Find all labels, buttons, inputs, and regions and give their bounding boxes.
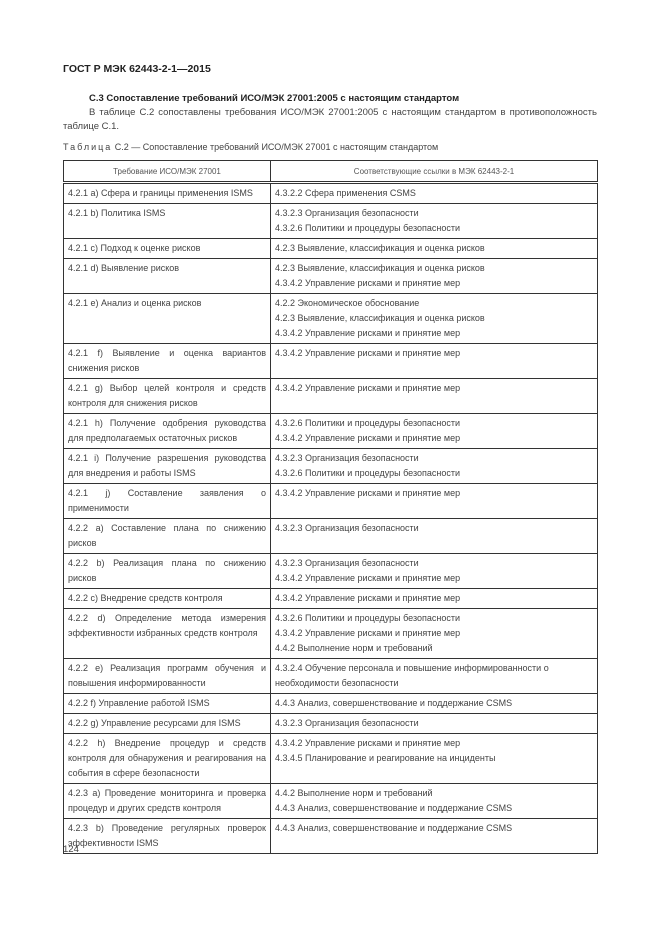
table-row	[64, 694, 598, 714]
table-row	[64, 734, 598, 784]
reference-item: 4.3.4.2 Управление рисками и принятие мер	[275, 328, 461, 338]
requirement-cell: 4.2.1 с) Подход к оценке рисков	[64, 239, 271, 259]
requirement-cell: 4.2.1 j) Составление заявления о применимости	[64, 484, 271, 519]
references-cell	[271, 414, 598, 449]
requirement-cell: 4.2.3 b) Проведение регулярных проверок эффективности ISMS	[64, 819, 271, 854]
table-row	[64, 259, 598, 294]
reference-item: 4.3.2.4 Обучение персонала и повышение информированности о необходимости безопасности	[275, 663, 549, 688]
table-row	[64, 714, 598, 734]
table-caption	[63, 142, 438, 152]
requirement-cell: 4.2.3 а) Проведение мониторинга и проверка процедур и других средств контроля	[64, 784, 271, 819]
reference-item: 4.3.2.3 Организация безопасности	[275, 718, 419, 728]
reference-item: 4.4.3 Анализ, совершенствование и поддержание CSMS	[275, 698, 513, 708]
references-cell	[271, 484, 598, 519]
reference-item: 4.3.2.3 Организация безопасности	[275, 523, 419, 533]
references-cell	[271, 659, 598, 694]
references-cell	[271, 589, 598, 609]
table-row	[64, 784, 598, 819]
table-header-row	[64, 161, 598, 183]
reference-item: 4.3.2.3 Организация безопасности	[275, 208, 419, 218]
table-row	[64, 449, 598, 484]
reference-item: 4.3.4.2 Управление рисками и принятие мер	[275, 278, 461, 288]
requirement-cell: 4.2.2 h) Внедрение процедур и средств контроля для обнаружения и реагирования на события в сфере безопасности	[64, 734, 271, 784]
reference-item: 4.3.2.6 Политики и процедуры безопасности	[275, 613, 460, 623]
requirement-cell: 4.2.2 f) Управление работой ISMS	[64, 694, 271, 714]
references-cell	[271, 259, 598, 294]
requirement-cell: 4.2.2 а) Составление плана по снижению рисков	[64, 519, 271, 554]
reference-item: 4.3.4.2 Управление рисками и принятие мер	[275, 433, 461, 443]
table-row	[64, 819, 598, 854]
table-row	[64, 183, 598, 204]
table-caption-text: С.2 — Сопоставление требований ИСО/МЭК 27001 с настоящим стандартом	[112, 142, 439, 152]
references-cell	[271, 239, 598, 259]
requirement-cell: 4.2.2 g) Управление ресурсами для ISMS	[64, 714, 271, 734]
requirement-cell: 4.2.2 b) Реализация плана по снижению рисков	[64, 554, 271, 589]
table-row	[64, 239, 598, 259]
page-number: 124	[63, 844, 79, 855]
reference-item: 4.2.2 Экономическое обоснование	[275, 298, 420, 308]
table-row	[64, 484, 598, 519]
reference-item: 4.3.4.2 Управление рисками и принятие мер	[275, 383, 461, 393]
document-id: ГОСТ Р МЭК 62443-2-1—2015	[63, 63, 211, 75]
table-row	[64, 659, 598, 694]
requirement-cell: 4.2.1 е) Анализ и оценка рисков	[64, 294, 271, 344]
reference-item: 4.3.4.2 Управление рисками и принятие мер	[275, 488, 461, 498]
reference-item: 4.2.3 Выявление, классификация и оценка рисков	[275, 243, 485, 253]
references-cell	[271, 449, 598, 484]
references-cell	[271, 379, 598, 414]
references-cell	[271, 734, 598, 784]
reference-item: 4.3.2.6 Политики и процедуры безопасности	[275, 468, 460, 478]
references-cell	[271, 344, 598, 379]
reference-item: 4.2.3 Выявление, классификация и оценка рисков	[275, 263, 485, 273]
reference-item: 4.3.2.6 Политики и процедуры безопасности	[275, 418, 460, 428]
requirement-cell: 4.2.1 а) Сфера и границы применения ISMS	[64, 183, 271, 204]
section-c3	[63, 92, 597, 134]
table-row	[64, 519, 598, 554]
table-row	[64, 344, 598, 379]
reference-item: 4.3.4.2 Управление рисками и принятие мер	[275, 573, 461, 583]
table-row	[64, 609, 598, 659]
requirement-cell: 4.2.1 i) Получение разрешения руководства для внедрения и работы ISMS	[64, 449, 271, 484]
reference-item: 4.4.3 Анализ, совершенствование и поддержание CSMS	[275, 803, 513, 813]
reference-item: 4.3.4.2 Управление рисками и принятие мер	[275, 348, 461, 358]
table-row	[64, 554, 598, 589]
requirement-cell: 4.2.1 d) Выявление рисков	[64, 259, 271, 294]
reference-item: 4.3.2.6 Политики и процедуры безопасности	[275, 223, 460, 233]
requirement-cell: 4.2.1 f) Выявление и оценка вариантов снижения рисков	[64, 344, 271, 379]
section-paragraph: В таблице С.2 сопоставлены требования ИСО/МЭК 27001:2005 с настоящим стандартом в противоположность таблице С.1.	[63, 107, 597, 132]
references-cell	[271, 609, 598, 659]
reference-item: 4.3.2.3 Организация безопасности	[275, 558, 419, 568]
requirement-cell: 4.2.2 d) Определение метода измерения эффективности избранных средств контроля	[64, 609, 271, 659]
reference-item: 4.4.2 Выполнение норм и требований	[275, 643, 433, 653]
table-row	[64, 379, 598, 414]
requirement-cell: 4.2.1 b) Политика ISMS	[64, 204, 271, 239]
table-row	[64, 414, 598, 449]
references-cell	[271, 294, 598, 344]
references-cell	[271, 519, 598, 554]
reference-item: 4.4.3 Анализ, совершенствование и поддержание CSMS	[275, 823, 513, 833]
references-cell	[271, 819, 598, 854]
header-requirement: Требование ИСО/МЭК 27001	[64, 161, 271, 183]
reference-item: 4.3.4.2 Управление рисками и принятие мер	[275, 738, 461, 748]
references-cell	[271, 204, 598, 239]
reference-item: 4.4.2 Выполнение норм и требований	[275, 788, 433, 798]
reference-item: 4.3.2.2 Сфера применения CSMS	[275, 188, 416, 198]
table-row	[64, 294, 598, 344]
references-cell	[271, 694, 598, 714]
table-row	[64, 204, 598, 239]
reference-item: 4.3.4.5 Планирование и реагирование на инциденты	[275, 753, 496, 763]
references-cell	[271, 784, 598, 819]
references-cell	[271, 714, 598, 734]
requirement-cell: 4.2.1 g) Выбор целей контроля и средств контроля для снижения рисков	[64, 379, 271, 414]
comparison-table	[63, 160, 598, 854]
reference-item: 4.3.2.3 Организация безопасности	[275, 453, 419, 463]
references-cell	[271, 183, 598, 204]
header-references: Соответствующие ссылки в МЭК 62443-2-1	[271, 161, 598, 183]
requirement-cell: 4.2.1 h) Получение одобрения руководства для предполагаемых остаточных рисков	[64, 414, 271, 449]
references-cell	[271, 554, 598, 589]
requirement-cell: 4.2.2 с) Внедрение средств контроля	[64, 589, 271, 609]
reference-item: 4.3.4.2 Управление рисками и принятие мер	[275, 628, 461, 638]
table-caption-word: Таблица	[63, 142, 113, 152]
table-row	[64, 589, 598, 609]
reference-item: 4.2.3 Выявление, классификация и оценка рисков	[275, 313, 485, 323]
requirement-cell: 4.2.2 е) Реализация программ обучения и повышения информированности	[64, 659, 271, 694]
reference-item: 4.3.4.2 Управление рисками и принятие мер	[275, 593, 461, 603]
section-title: С.3 Сопоставление требований ИСО/МЭК 27001:2005 с настоящим стандартом	[89, 93, 460, 104]
